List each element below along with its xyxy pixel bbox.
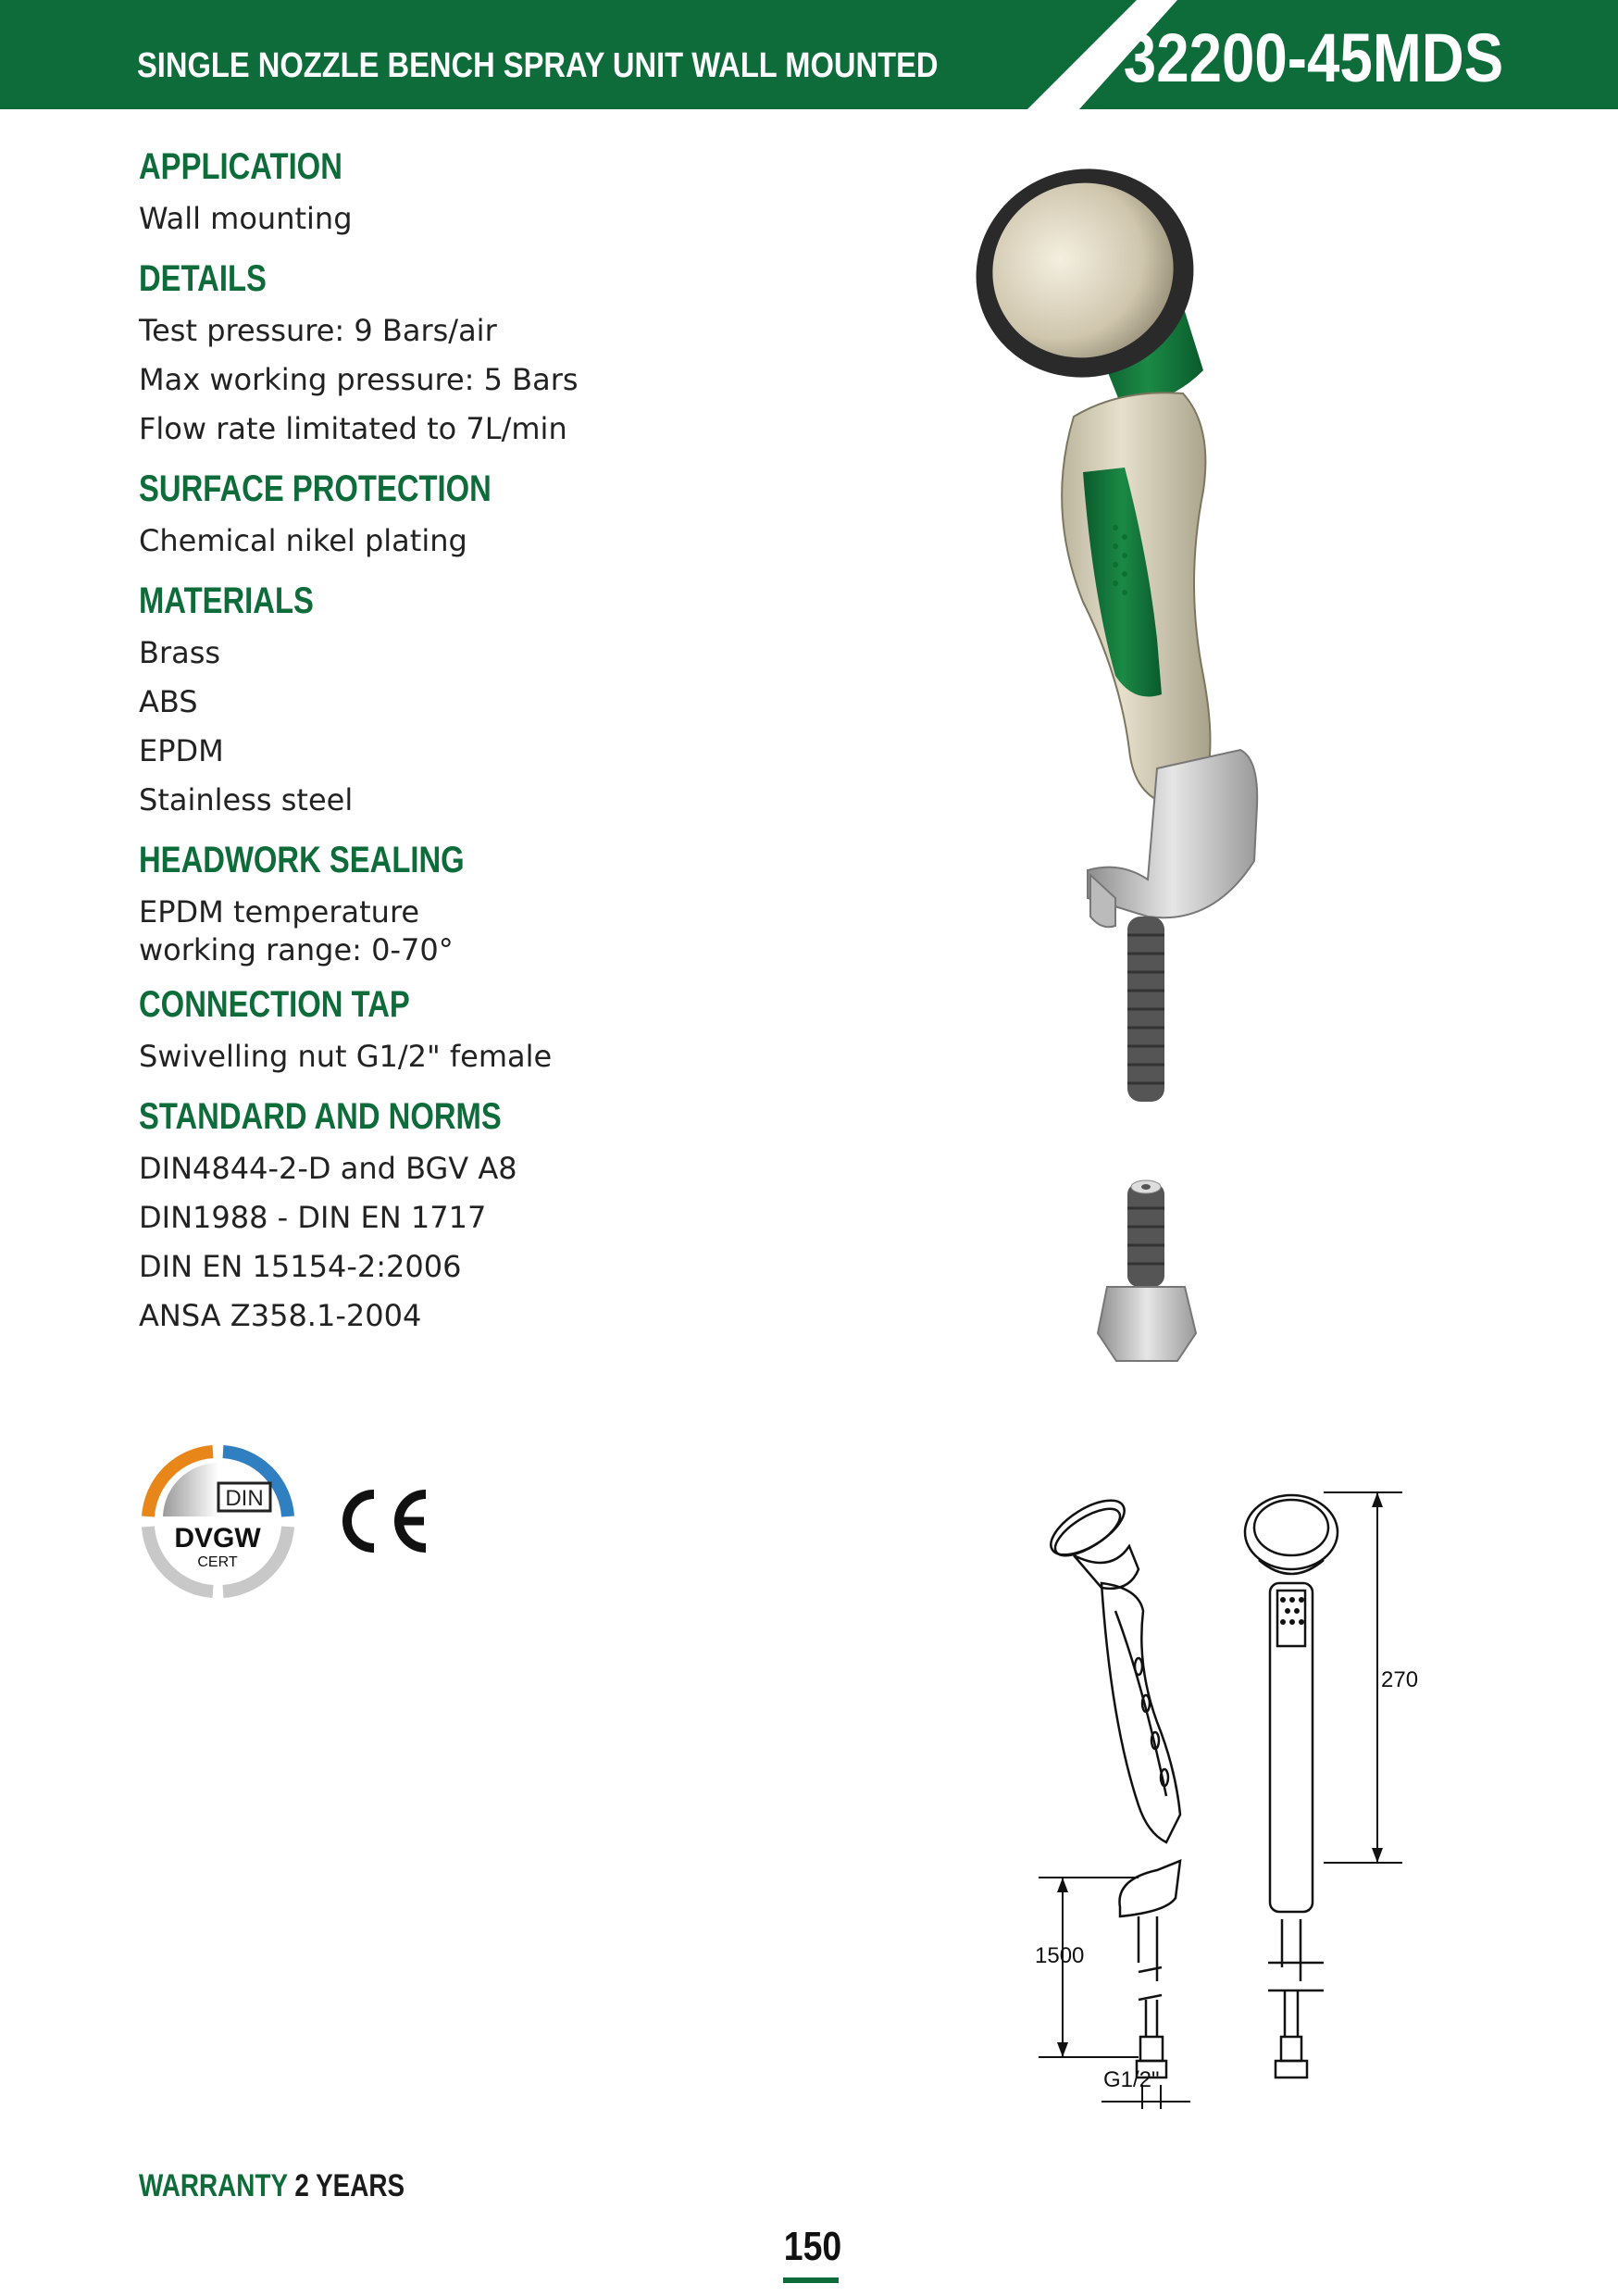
hose-dimension: 1500 (1035, 1943, 1085, 1968)
spec-line: Chemical nikel plating (139, 523, 467, 558)
ce-mark (333, 1485, 431, 1557)
spec-line: Test pressure: 9 Bars/air (139, 313, 497, 348)
spec-line: Swivelling nut G1/2" female (139, 1039, 553, 1074)
heading-details: DETAILS (139, 258, 267, 299)
spec-line: Wall mounting (139, 201, 353, 236)
spec-line: Brass (139, 635, 221, 670)
spec-line: ANSA Z358.1-2004 (139, 1298, 422, 1333)
dvgw-label: DVGW (174, 1523, 261, 1554)
spec-line: DIN1988 - DIN EN 1717 (139, 1200, 487, 1235)
spec-line: Stainless steel (139, 782, 354, 817)
product-code: 32200-45MDS (1123, 19, 1503, 96)
heading-materials: MATERIALS (139, 580, 314, 621)
spec-line: EPDM (139, 733, 224, 768)
heading-application: APPLICATION (139, 146, 342, 187)
dvgw-cert-logo (137, 1441, 299, 1603)
spec-line: EPDM temperature working range: 0-70° (139, 894, 454, 967)
heading-surface-protection: SURFACE PROTECTION (139, 468, 492, 509)
thread-label: G1/2" (1103, 2067, 1160, 2092)
technical-drawing (1027, 1481, 1435, 2120)
din-label: DIN (225, 1486, 264, 1511)
product-image (935, 157, 1342, 1379)
page-number-underline (783, 2276, 839, 2285)
warranty-value: 2 YEARS (294, 2168, 405, 2203)
heading-connection-tap: CONNECTION TAP (139, 984, 410, 1025)
heading-standard-and-norms: STANDARD AND NORMS (139, 1096, 502, 1137)
warranty (139, 2168, 404, 2204)
spec-line: DIN EN 15154-2:2006 (139, 1249, 462, 1284)
height-dimension: 270 (1381, 1667, 1419, 1692)
spec-line: Max working pressure: 5 Bars (139, 362, 579, 397)
warranty-label: WARRANTY (139, 2168, 288, 2203)
cert-label: CERT (197, 1554, 238, 1570)
spec-line: DIN4844-2-D and BGV A8 (139, 1151, 517, 1186)
heading-headwork-sealing: HEADWORK SEALING (139, 840, 465, 880)
page-number: 150 (783, 2224, 842, 2269)
spec-line: ABS (139, 684, 198, 719)
spec-line: Flow rate limitated to 7L/min (139, 411, 567, 446)
specifications-list (139, 139, 787, 1341)
document-title: SINGLE NOZZLE BENCH SPRAY UNIT WALL MOUNTED (137, 46, 939, 85)
